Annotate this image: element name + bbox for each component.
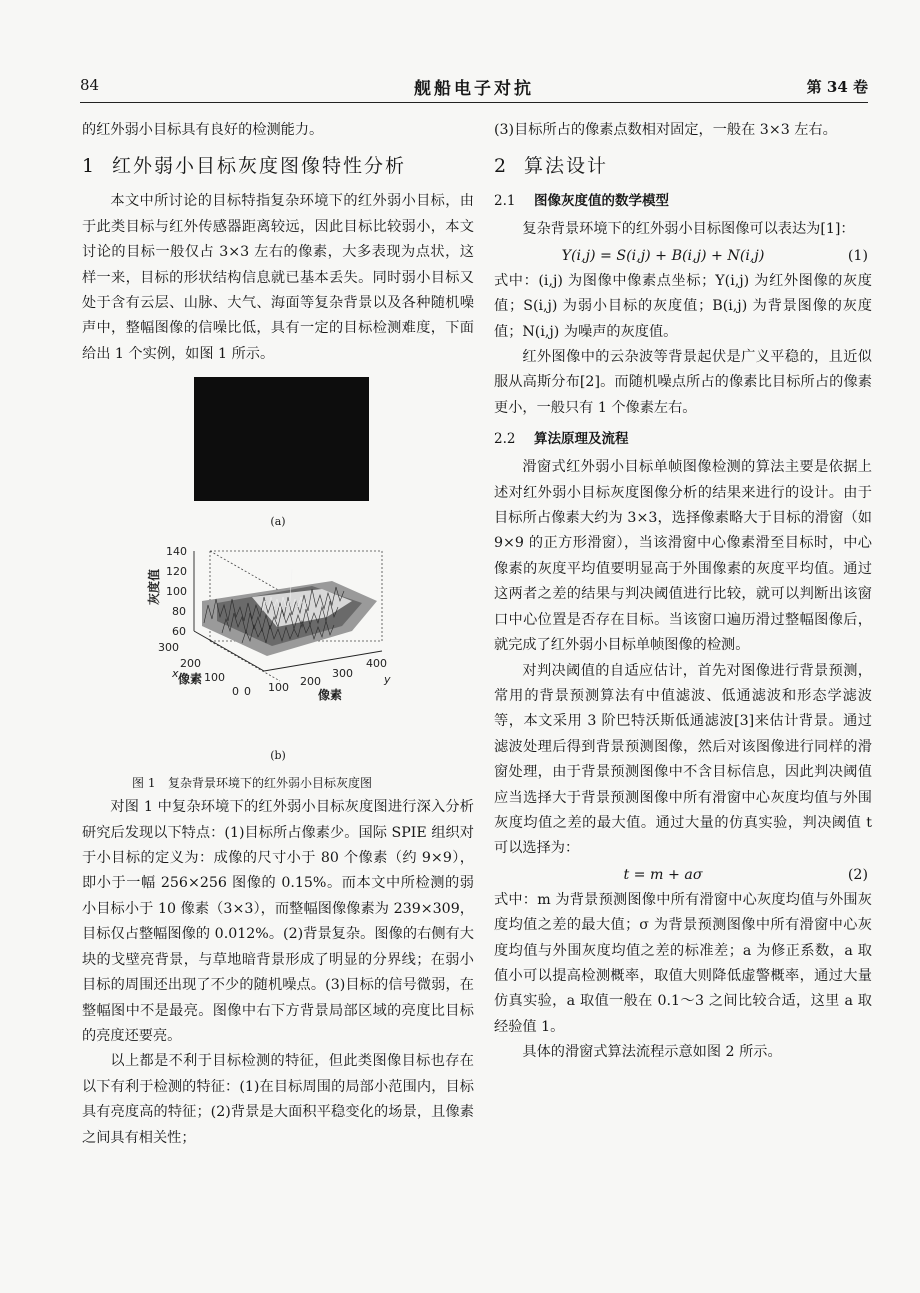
section-title: 算法设计 <box>524 155 609 178</box>
subsection-title: 算法原理及流程 <box>534 431 629 448</box>
z-tick: 80 <box>172 605 186 619</box>
y-tick: 100 <box>268 681 289 695</box>
y-tick: 300 <box>332 667 353 681</box>
subsection-heading-2-2 <box>494 427 872 451</box>
equation-body: t = m + aσ <box>623 866 703 883</box>
figure-caption-text: 复杂背景环境下的红外弱小目标灰度图 <box>168 776 373 791</box>
paragraph: (3)目标所占的像素点数相对固定，一般在 3×3 左右。 <box>494 122 837 138</box>
y-tick: 400 <box>366 657 387 671</box>
y-axis-letter: y <box>384 673 391 687</box>
page-header <box>80 74 868 100</box>
x-tick: 100 <box>204 671 225 685</box>
volume-label: 第 34 卷 <box>806 78 868 96</box>
paragraph: 本文中所讨论的目标特指复杂环境下的红外弱小目标，由于此类目标与红外传感器距离较远，因此目标比较弱小，本文讨论的目标一般仅占 3×3 左右的像素，大多表现为点状，这样一来，目标的形状结构信息就已基本丢失。同时弱小目标又处于含有云层、山脉、大气、海面等复杂背景以及各种随机噪声中，整幅图像的信噪比低，具有一定的目标检测难度，下面给出 1 个实例，如图 1 所示。 <box>82 193 474 362</box>
paragraph: 式中：m 为背景预测图像中所有滑窗中心灰度均值与外围灰度均值之差的最大值；σ 为背景预测图像中所有滑窗中心灰度均值与外围灰度均值之差的标准差；a 为修正系数，a 取值小可以提高检测概率，取值大则降低虚警概率，通过大量仿真实验，a 取值一般在 0.1～3 之间比较合适，这里 a 取经验值 1。 <box>494 891 872 1035</box>
paragraph: 的红外弱小目标具有良好的检测能力。 <box>82 122 324 138</box>
section-number: 2 <box>494 155 509 178</box>
x-tick: 200 <box>180 657 201 671</box>
paragraph: 对判决阈值的自适应估计，首先对图像进行背景预测，常用的背景预测算法有中值滤波、低通滤波和形态学滤波等，本文采用 3 阶巴特沃斯低通滤波[3]来估计背景。通过滤波处理后得到背景预测图像，然后对该图像进行同样的滑窗处理，由于背景预测图像中不含目标信息，因此判决阈值应当选择大于背景预测图像中所有滑窗中心灰度均值与外围灰度均值之差的最大值。通过大量的仿真实验，判决阈值 t 可以选择为： <box>494 662 872 857</box>
paragraph: 具体的滑窗式算法流程示意如图 2 所示。 <box>522 1044 782 1061</box>
figure-label: 图 1 <box>132 776 156 791</box>
subfigure-label-b: (b) <box>270 749 286 763</box>
paragraph: 对图 1 中复杂环境下的红外弱小目标灰度图进行深入分析研究后发现以下特点：(1)目标所占像素少。国际 SPIE 组织对于小目标的定义为：成像的尺寸小于 80 个像素（约 9×9），即小于一幅 256×256 图像的 0.15%。而本文中所检测的弱小目标小于 10 像素（3×3），而整幅图像像素为 239×309，目标仅占整幅图像的 0.012%。(2)背景复杂。图像的右侧有大块的戈壁亮背景，与草地暗背景形成了明显的分界线；在弱小目标的周围还出现了不少的随机噪点。(3)目标的信号微弱，在整幅图中不是最亮。图像中右下方背景局部区域的亮度比目标的亮度还要亮。 <box>82 799 474 1044</box>
paragraph: 复杂背景环境下的红外弱小目标图像可以表达为[1]： <box>522 221 855 238</box>
subsection-title: 图像灰度值的数学模型 <box>534 193 669 210</box>
infrared-image <box>194 377 369 501</box>
surface-mesh <box>202 569 377 656</box>
equation-1 <box>494 243 872 269</box>
equation-body: Y(i,j) = S(i,j) + B(i,j) + N(i,j) <box>561 247 765 264</box>
z-tick: 100 <box>166 585 187 599</box>
equation-number: (2) <box>847 866 868 883</box>
y-tick: 200 <box>300 675 321 689</box>
surface-plot <box>82 531 474 741</box>
z-tick: 120 <box>166 565 187 579</box>
equation-number: (1) <box>847 247 868 264</box>
section-number: 1 <box>82 155 97 178</box>
header-rule <box>80 102 868 103</box>
figure-1 <box>82 373 474 791</box>
x-axis-label: 像素 <box>178 672 203 687</box>
z-tick: 60 <box>172 625 186 639</box>
page-number: 84 <box>80 76 100 94</box>
x-axis-letter: x <box>172 667 179 681</box>
figure-caption <box>132 771 372 796</box>
section-title: 红外弱小目标灰度图像特性分析 <box>112 155 407 178</box>
subfigure-label-a: (a) <box>270 515 286 529</box>
journal-title: 舰船电子对抗 <box>414 79 534 99</box>
paragraph: 式中：(i,j) 为图像中像素点坐标；Y(i,j) 为红外图像的灰度值；S(i,j) 为弱小目标的灰度值；B(i,j) 为背景图像的灰度值；N(i,j) 为噪声的灰度值。 <box>494 272 872 340</box>
equation-2 <box>494 862 872 888</box>
z-tick: 140 <box>166 545 187 559</box>
paragraph: 滑窗式红外弱小目标单帧图像检测的算法主要是依据上述对红外弱小目标灰度图像分析的结果来进行的设计。由于目标所占像素大约为 3×3，选择像素略大于目标的滑窗（如 9×9 的正方形滑窗），当该滑窗中心像素滑至目标时，中心像素的灰度平均值要明显高于外围像素的灰度平均值。通过这两者之差的结果与判决阈值进行比较，就可以判断出该窗口中心位置是否存在目标。当该窗口遍历滑过整幅图像后，就完成了红外弱小目标单帧图像的检测。 <box>494 459 872 654</box>
left-column <box>82 118 474 1151</box>
x-tick: 300 <box>158 641 179 655</box>
subsection-number: 2.1 <box>494 193 516 210</box>
section-heading-2 <box>494 151 872 181</box>
y-tick: 0 <box>244 685 251 699</box>
paragraph: 以上都是不利于目标检测的特征，但此类图像目标也存在以下有利于检测的特征：(1)在目标周围的局部小范围内，目标具有亮度高的特征；(2)背景是大面积平稳变化的场景，且像素之间具有相关性； <box>82 1053 474 1146</box>
z-axis-label: 灰度值 <box>147 569 161 606</box>
subsection-heading-2-1 <box>494 189 872 213</box>
paragraph: 红外图像中的云杂波等背景起伏是广义平稳的，且近似服从高斯分布[2]。而随机噪点所占的像素比目标所占的像素更小，一般只有 1 个像素左右。 <box>494 349 872 416</box>
subsection-number: 2.2 <box>494 431 516 448</box>
x-tick: 0 <box>232 685 239 699</box>
right-column <box>494 118 872 1066</box>
section-heading-1 <box>82 151 474 181</box>
y-axis-label: 像素 <box>318 688 343 703</box>
